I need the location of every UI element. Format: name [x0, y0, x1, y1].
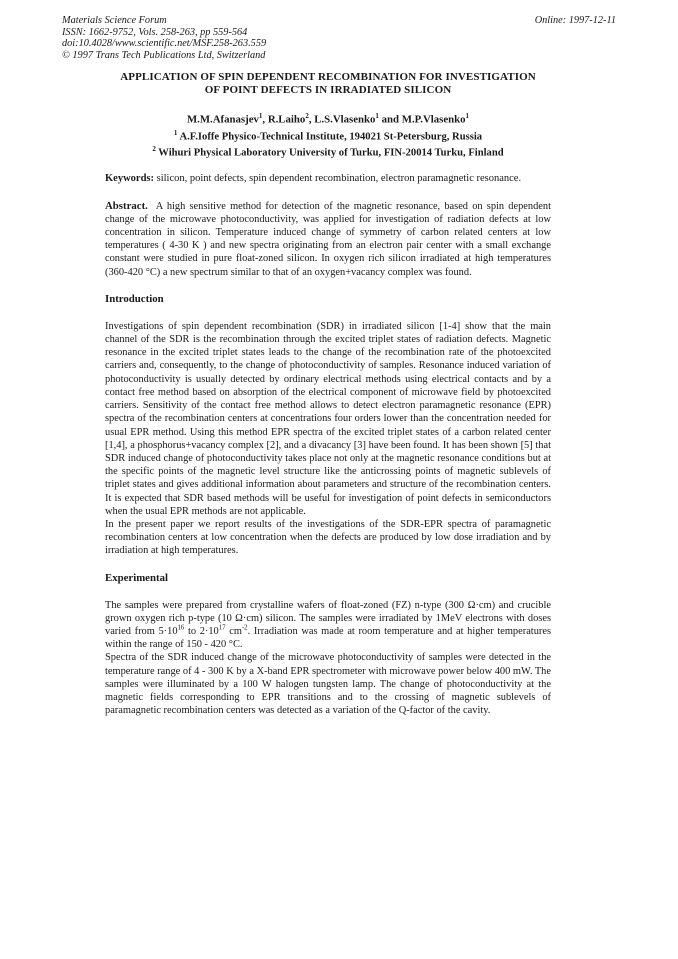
journal-header	[62, 15, 266, 61]
experimental-text: to 2·10	[184, 625, 219, 637]
introduction-paragraph-1: Investigations of spin dependent recombination (SDR) in irradiated silicon [1-4] show that the main channel of the SDR is the recombination through the excited triplet states of radiation defects. Magnetic resonance in the excited triplet states leads to the change of the recombination rate of the photoexcited carriers and, consequently, to the change of photoconductivity of samples. Resonance induced variation of photoconductivity is usually detected by ordinary electrical methods using electrical contacts and by a contact free method based on absorption of the electrical component of microwave field by photoexcited carriers. Sensitivity of the contact free method allows to detect electron paramagnetic resonance (EPR) spectra of the recombination centers at concentrations four orders lower than the concentration needed for usual EPR method. Using this method EPR spectra of the excited triplet states of a carbon related center [1,4], a phosphorus+vacancy complex [2], and a divacancy [3] have been found. It has been shown [5] that SDR induced change of photoconductivity takes place not only at the magnetic resonance conditions but at the specific points of the magnetic level structure like the anticrossing points of magnetic sublevels of triplet states and gives additional information about parameters and structure of the recombination centers. It is expected that SDR based methods will be useful for investigation of point defects in semiconductors when the usual EPR methods are not applicable.	[105, 320, 551, 517]
superscript: 16	[177, 624, 185, 632]
author-sup: 1	[465, 112, 470, 120]
abstract-text: A high sensitive method for detection of the magnetic resonance, based on spin dependent change of the microwave photoconductivity, was applied for investigation of radiation defects at low concentration in silicon. Temperature induced change of symmetry of carbon related centers at low temperatures ( 4-30 K ) and new spectra originating from an electron pair center with a small exchange constant were studied in pure float-zoned silicon. In oxygen rich silicon irradiated at high temperatures (360-420 °C) a new spectrum similar to that of an oxygen+vacancy complex was found.	[105, 200, 551, 278]
experimental-text: The samples were prepared from crystalline wafers of float-zoned (FZ) n-type (300 Ω·cm) and crucible grown oxygen rich p-type (10 Ω·cm) silicon. The samples were irradiated by 1MeV electrons with doses varied from 5·10	[105, 599, 551, 637]
author-name: R.Laiho	[267, 113, 306, 126]
affiliation-1	[105, 127, 551, 144]
section-heading-introduction: Introduction	[105, 292, 164, 305]
author-name: M.M.Afanasjev	[186, 113, 259, 126]
abstract	[105, 200, 551, 279]
article-body	[105, 71, 551, 717]
section-heading-experimental: Experimental	[105, 571, 168, 584]
author-sup: 1	[375, 112, 379, 120]
online-date: Online: 1997-12-11	[534, 15, 616, 26]
keywords	[105, 172, 551, 185]
superscript: 17	[218, 624, 226, 632]
title-line-1: APPLICATION OF SPIN DEPENDENT RECOMBINATION FOR INVESTIGATION	[120, 71, 536, 83]
introduction-paragraph-2: In the present paper we report results of the investigations of the SDR-EPR spectra of paramagnetic recombination centers at low concentration when the defects are produced by low dose irradiation and by irradiation at high temperatures.	[105, 518, 551, 557]
author-sup: 1	[258, 112, 263, 120]
affiliation-sup: 1	[173, 128, 178, 137]
superscript: -2	[241, 624, 248, 632]
title-line-2: OF POINT DEFECTS IN IRRADIATED SILICON	[204, 83, 452, 96]
affiliation-text: A.F.Ioffe Physico-Technical Institute, 194021 St-Petersburg, Russia	[179, 131, 483, 143]
doi-line: doi:10.4028/www.scientific.net/MSF.258-263.559	[62, 38, 267, 50]
author-name: M.P.Vlasenko	[401, 113, 466, 126]
copyright-line: © 1997 Trans Tech Publications Ltd, Switzerland	[62, 49, 266, 61]
abstract-label: Abstract.	[105, 199, 148, 212]
issn-line: ISSN: 1662-9752, Vols. 258-263, pp 559-564	[62, 26, 248, 38]
journal-name: Materials Science Forum	[62, 15, 167, 26]
affiliation-2	[105, 143, 551, 160]
author-sup: 2	[305, 112, 309, 120]
experimental-paragraph-1	[105, 599, 551, 652]
keywords-label: Keywords:	[105, 172, 154, 184]
experimental-text: cm	[225, 625, 242, 637]
author-and: and	[381, 113, 400, 126]
experimental-text: . Irradiation was made at room temperature and at higher temperatures within the range of 150 - 420 °C.	[105, 625, 552, 651]
affiliation-sup: 2	[152, 145, 156, 154]
author-list: M.M.Afanasjev$^1$, R.Laiho$^2$, L.S.Vlasenko$^1$ and M.P.Vlasenko$^1$	[186, 112, 470, 126]
author-name: L.S.Vlasenko	[314, 113, 376, 126]
paper-title	[105, 71, 551, 96]
affiliation-text: Wihuri Physical Laboratory University of Turku, FIN-20014 Turku, Finland	[158, 147, 504, 159]
keywords-text: silicon, point defects, spin dependent recombination, electron paramagnetic resonance.	[156, 172, 522, 184]
experimental-paragraph-2: Spectra of the SDR induced change of the microwave photoconductivity of samples were detected in the temperature range of 4 - 300 K by a X-band EPR spectrometer with microwave power below 400 mW. The samples were illuminated by a 100 W halogen tungsten lamp. The change of photoconductivity at the magnetic fields corresponding to EPR transitions and to the crossing of magnetic sublevels of paramagnetic recombination centers was detected as a variation of the Q-factor of the cavity.	[105, 652, 551, 717]
